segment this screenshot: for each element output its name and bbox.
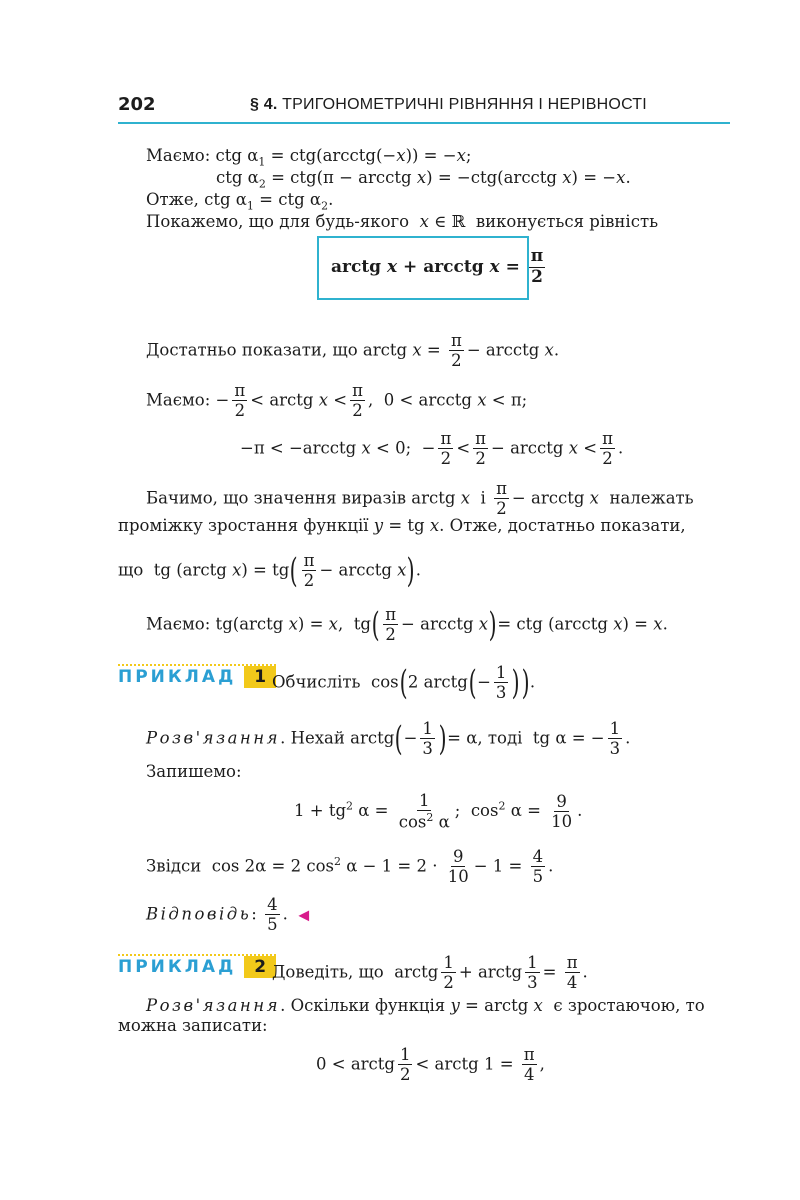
text-have-2: Маємо: bbox=[146, 390, 211, 410]
formula-enough: Достатньо показати, що arctg x = $\frac{\pi}{2}$ − arcctg x. bbox=[146, 331, 560, 371]
formula-line-1: Маємо: ctg $\alpha_1$ = ctg(arcctg(−x)) = −x; bbox=[146, 146, 472, 169]
example-2-task: Доведіть, що arctg $\frac{1}{2}$ + arctg $\frac{1}{3}$ = $\frac{\pi}{4}$ . bbox=[272, 953, 588, 993]
example-1-task: Обчисліть cos(2 arctg(− $\frac{1}{3}$ )). bbox=[272, 662, 536, 703]
example-1-title: ПРИКЛАД bbox=[118, 667, 237, 687]
highlighted-identity-box bbox=[317, 236, 544, 300]
section-title: ТРИГОНОМЕТРИЧНІ РІВНЯННЯ І НЕРІВНОСТІ bbox=[282, 96, 647, 113]
text-therefore: . Отже, достатньо показати, bbox=[439, 516, 686, 535]
text-then: , тоді bbox=[477, 728, 523, 748]
text-since-function: . Оскільки функція bbox=[280, 996, 446, 1015]
identity-formula: arctg x + arcctg x = $\frac{\pi}{2}$ bbox=[331, 246, 544, 287]
formula-hence: Звідси cos 2α = 2 $\cos^2 \alpha - 1 = 2$ · $\frac{9}{10}$ − 1 = $\frac{4}{5}$ . bbox=[146, 847, 554, 887]
example-1-label bbox=[118, 664, 276, 688]
text-let: . Нехай bbox=[280, 728, 345, 748]
formula-cos-squared: $1 + tg^2$ α = $\frac{1}{\cos^2 \alpha}$ ; $\cos^2 \alpha$ = $\frac{9}{10}$ . bbox=[294, 791, 583, 832]
text-calc: Обчисліть bbox=[272, 672, 361, 692]
text-belong: належать bbox=[609, 488, 694, 508]
text-show-intro: Покажемо, що для будь-якого bbox=[146, 212, 410, 231]
text-solution: Розв'язання bbox=[146, 728, 281, 748]
text-prove: Доведіть, що bbox=[272, 962, 384, 982]
text-have-3: Маємо: bbox=[146, 614, 211, 634]
text-show-end: виконується рівність bbox=[475, 212, 659, 231]
text-and: і bbox=[480, 488, 486, 508]
text-see: Бачимо, що значення виразів bbox=[146, 488, 407, 508]
formula-that: що tg (arctg x) = tg( $\frac{\pi}{2}$ − arcctg x). bbox=[118, 550, 421, 591]
end-of-solution-marker-icon: ◀ bbox=[298, 907, 310, 924]
example-2-number: 2 bbox=[244, 956, 276, 978]
formula-line-3: Отже, ctg $\alpha_1$ = ctg $\alpha_2$. bbox=[146, 190, 334, 213]
text-can-write: можна записати: bbox=[118, 1016, 268, 1035]
text-interval: проміжку зростання функції bbox=[118, 516, 369, 535]
formula-have-3: Маємо: tg(arctg x) = x, tg( $\frac{\pi}{2}$ − arcctg x)= ctg (arcctg x) = x. bbox=[146, 604, 668, 645]
text-interval-line: проміжку зростання функції y = tg x. Отже, достатньо показати, bbox=[118, 516, 686, 535]
section-number: § 4. bbox=[250, 96, 278, 113]
formula-line-2: ctg $\alpha_2 = ctg(\pi$ − arcctg x) = −ctg(arcctg x) = −x. bbox=[216, 168, 631, 191]
text-enough: Достатньо показати, що bbox=[146, 340, 358, 360]
text-that: що bbox=[118, 560, 144, 580]
text-hence: Звідси bbox=[146, 856, 202, 876]
text-answer: Відповідь bbox=[146, 904, 252, 924]
example-1-answer: Відповідь: $\frac{4}{5}$ . ◀ bbox=[146, 895, 310, 935]
example-2-label bbox=[118, 954, 276, 978]
text-is-increasing: є зростаючою, то bbox=[553, 996, 705, 1015]
example-2-title: ПРИКЛАД bbox=[118, 957, 237, 977]
example-1-solution: Розв'язання. Нехай arctg(− $\frac{1}{3}$ )= α, тоді tg α = − $\frac{1}{3}$ . bbox=[146, 718, 631, 759]
text-line-show: Покажемо, що для будь-якого x ∈ ℝ виконується рівність bbox=[146, 212, 659, 231]
page-number: 202 bbox=[118, 94, 156, 115]
running-title bbox=[250, 96, 647, 114]
text-so: Отже, bbox=[146, 190, 199, 209]
formula-bounds-1: Маємо: − $\frac{\pi}{2}$ < arctg x < $\frac{\pi}{2}$ , 0 < arcctg x < π; bbox=[146, 381, 528, 421]
example-1-number: 1 bbox=[244, 666, 276, 688]
page-header bbox=[118, 92, 730, 124]
example-2-solution-line-1: Розв'язання. Оскільки функція y = arctg x є зростаючою, то bbox=[146, 996, 705, 1015]
text-write: Запишемо: bbox=[146, 762, 242, 781]
formula-bounds-2: −π < −arcctg x < 0; − $\frac{\pi}{2}$ < $\frac{\pi}{2}$ − arcctg x < $\frac{\pi}{2}$ . bbox=[240, 429, 624, 469]
text-solution-2: Розв'язання bbox=[146, 996, 281, 1015]
text-have: Маємо: bbox=[146, 146, 211, 165]
text-see-line: Бачимо, що значення виразів arctg x і $\frac{\pi}{2}$ − arcctg x належать bbox=[146, 479, 694, 519]
formula-inequality: 0 < arctg $\frac{1}{2}$ < arctg 1 = $\frac{\pi}{4}$ , bbox=[316, 1045, 545, 1085]
